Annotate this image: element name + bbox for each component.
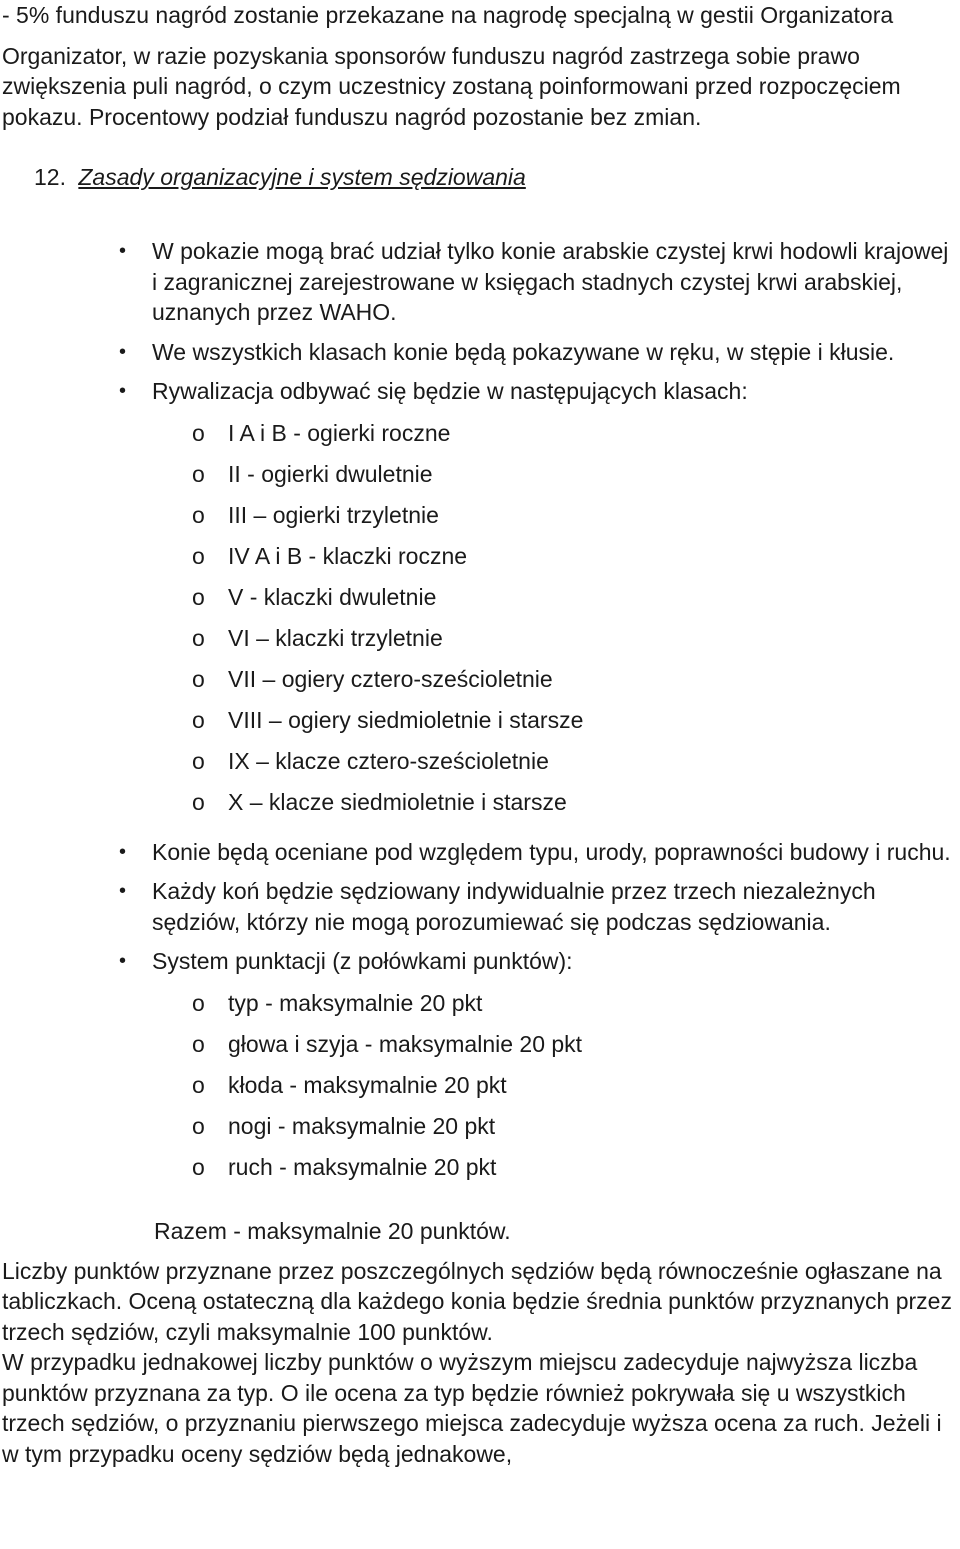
class-label: IX – klacze cztero-sześcioletnie bbox=[228, 747, 549, 774]
rule-item bbox=[2, 876, 952, 937]
prize-pool-paragraph: Organizator, w razie pozyskania sponsorów funduszu nagród zastrzega sobie prawo zwiększenia puli nagród, o czym uczestnicy zostaną poinformowani przed rozpoczęciem pokazu. Procentowy podział funduszu nagród pozostanie bez zmian. bbox=[2, 42, 901, 130]
class-item bbox=[152, 459, 952, 500]
sub-marker: o bbox=[192, 788, 205, 815]
classes-list bbox=[152, 418, 952, 828]
class-label: II - ogierki dwuletnie bbox=[228, 460, 433, 487]
sub-marker: o bbox=[192, 1112, 205, 1139]
class-item bbox=[152, 541, 952, 582]
document-page bbox=[2, 0, 958, 1469]
scoring-label: głowa i szyja - maksymalnie 20 pkt bbox=[228, 1030, 583, 1057]
rule-text: We wszystkich klasach konie będą pokazywane w ręku, w stępie i kłusie. bbox=[152, 338, 895, 365]
sub-marker: o bbox=[192, 419, 205, 446]
scoring-label: ruch - maksymalnie 20 pkt bbox=[228, 1153, 497, 1180]
prize-special-line: - 5% funduszu nagród zostanie przekazane na nagrodę specjalną w gestii Organizatora bbox=[2, 2, 894, 28]
class-label: III – ogierki trzyletnie bbox=[228, 501, 439, 528]
class-item bbox=[152, 705, 952, 746]
rule-item bbox=[2, 376, 952, 828]
section-number: 12. bbox=[34, 164, 66, 190]
sub-marker: o bbox=[192, 706, 205, 733]
class-item bbox=[152, 746, 952, 787]
rule-text: Każdy koń będzie sędziowany indywidualnie przez trzech niezależnych sędziów, którzy nie mogą porozumiewać się podczas sędziowania. bbox=[152, 878, 876, 935]
sub-marker: o bbox=[192, 1153, 205, 1180]
bullet-marker: • bbox=[119, 840, 127, 863]
class-label: X – klacze siedmioletnie i starsze bbox=[228, 788, 567, 815]
class-label: VIII – ogiery siedmioletnie i starsze bbox=[228, 706, 584, 733]
class-item bbox=[152, 787, 952, 828]
class-label: VI – klaczki trzyletnie bbox=[228, 624, 443, 651]
sub-marker: o bbox=[192, 624, 205, 651]
scoring-list bbox=[152, 988, 952, 1193]
class-label: I A i B - ogierki roczne bbox=[228, 419, 451, 446]
scoring-item bbox=[152, 1029, 952, 1070]
rule-text: W pokazie mogą brać udział tylko konie arabskie czystej krwi hodowli krajowej i zagranicznej zarejestrowane w księgach stadnych czystej krwi arabskiej, uznanych przez WAHO. bbox=[152, 238, 949, 325]
closing-paragraph-1: Liczby punktów przyznane przez poszczególnych sędziów będą równocześnie ogłaszane na tabliczkach. Oceną ostateczną dla każdego konia będzie średnia punktów przyznanych przez trzech sędziów, czyli maksymalnie 100 punktów. bbox=[2, 1257, 952, 1345]
sub-marker: o bbox=[192, 747, 205, 774]
scoring-total: Razem - maksymalnie 20 punktów. bbox=[154, 1217, 511, 1244]
class-item bbox=[152, 623, 952, 664]
scoring-item bbox=[152, 1111, 952, 1152]
class-label: VII – ogiery cztero-sześcioletnie bbox=[228, 665, 553, 692]
sub-marker: o bbox=[192, 501, 205, 528]
class-item bbox=[152, 582, 952, 623]
rule-text: Konie będą oceniane pod względem typu, urody, poprawności budowy i ruchu. bbox=[152, 838, 951, 865]
scoring-item bbox=[152, 988, 952, 1029]
section-heading bbox=[34, 162, 958, 192]
rule-item bbox=[2, 236, 952, 328]
bullet-marker: • bbox=[119, 240, 127, 262]
class-item bbox=[152, 500, 952, 541]
rule-item bbox=[2, 946, 952, 1193]
class-item bbox=[152, 664, 952, 705]
scoring-item bbox=[152, 1070, 952, 1111]
scoring-label: kłoda - maksymalnie 20 pkt bbox=[228, 1071, 507, 1098]
bullet-marker: • bbox=[119, 950, 127, 972]
sub-marker: o bbox=[192, 460, 205, 487]
rules-list bbox=[2, 236, 958, 1193]
class-item bbox=[152, 418, 952, 459]
bullet-marker: • bbox=[119, 880, 127, 902]
class-label: V - klaczki dwuletnie bbox=[228, 583, 437, 610]
sub-marker: o bbox=[192, 542, 205, 569]
scoring-label: typ - maksymalnie 20 pkt bbox=[228, 989, 483, 1016]
section-title: Zasady organizacyjne i system sędziowania bbox=[78, 164, 526, 190]
rule-text: Rywalizacja odbywać się będzie w następujących klasach: bbox=[152, 378, 748, 404]
scoring-item bbox=[152, 1152, 952, 1193]
sub-marker: o bbox=[192, 1030, 205, 1057]
rule-text: System punktacji (z połówkami punktów): bbox=[152, 948, 573, 974]
sub-marker: o bbox=[192, 583, 205, 610]
sub-marker: o bbox=[192, 1071, 205, 1098]
sub-marker: o bbox=[192, 665, 205, 692]
scoring-label: nogi - maksymalnie 20 pkt bbox=[228, 1112, 496, 1139]
class-label: IV A i B - klaczki roczne bbox=[228, 542, 468, 569]
rule-item bbox=[2, 837, 952, 868]
bullet-marker: • bbox=[119, 380, 127, 402]
bullet-marker: • bbox=[119, 340, 127, 363]
closing-paragraph-2: W przypadku jednakowej liczby punktów o wyższym miejscu zadecyduje najwyższa liczba punktów przyznana za typ. O ile ocena za typ będzie również pokrywała się u wszystkich trzech sędziów, o przyznaniu pierwszego miejsca zadecyduje wyższa ocena za ruch. Jeżeli i w tym przypadku oceny sędziów będą jednakowe, bbox=[2, 1349, 942, 1467]
rule-item bbox=[2, 337, 952, 368]
sub-marker: o bbox=[192, 989, 205, 1016]
